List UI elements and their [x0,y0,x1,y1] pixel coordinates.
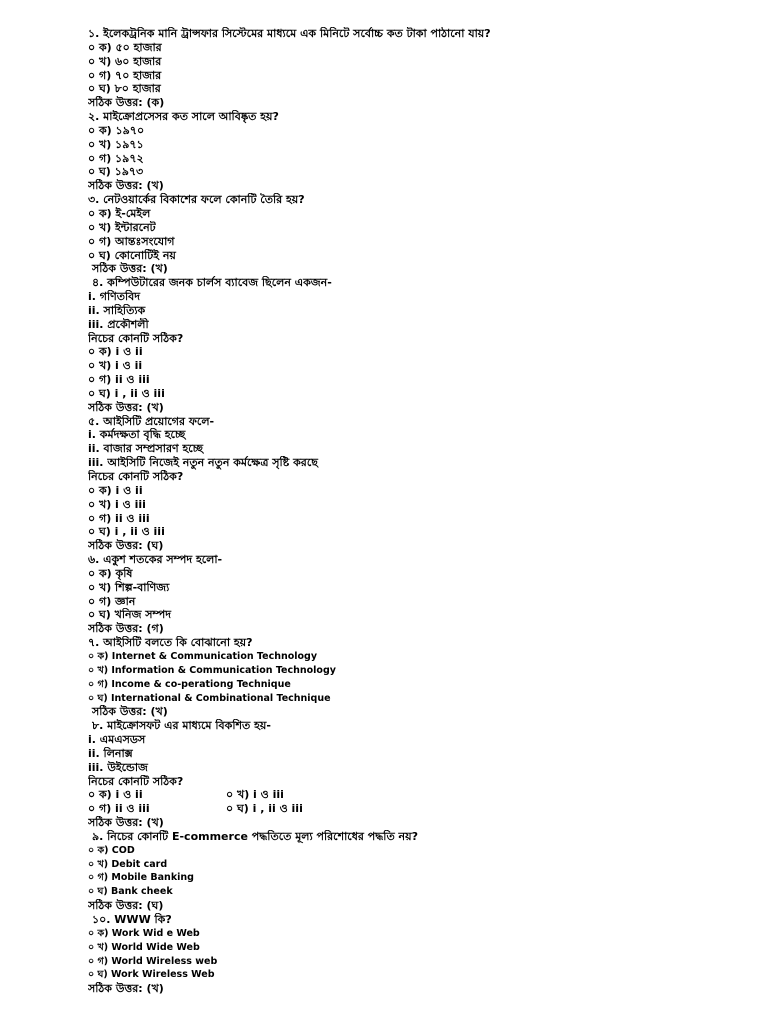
text-line: সঠিক উত্তর: (খ) [92,262,168,276]
text-line: সঠিক উত্তর: (খ) [88,816,164,830]
text-line: সঠিক উত্তর: (ঘ) [88,539,164,553]
text-line: ০ ক) ৫০ হাজার [88,40,162,54]
text-line: ii. সাহিত্যিক [88,303,146,317]
text-line: ০ ঘ) i , ii ও iii [88,386,165,400]
text-line: ০ ঘ) কোনোটিই নয় [88,248,176,262]
text-line: ii. বাজার সম্প্রসারণ হচ্ছে [88,442,204,456]
text-line: ১০. WWW কি? [92,913,172,926]
text-line: ১. ইলেকট্রনিক মানি ট্রান্সফার সিস্টেমের মাধ্যমে এক মিনিটে সর্বোচ্চ কত টাকা পাঠানো যায়? [88,27,491,40]
text-line: i. এমএসডস [88,733,146,747]
text-line: i. কর্মদক্ষতা বৃদ্ধি হচ্ছে [88,428,186,442]
text-line: ০ গ) ১৯৭২ [88,151,144,165]
text-line: ০ খ) Debit card [88,858,168,870]
text-line: ০ ক) ১৯৭০ [88,123,145,137]
text-line: নিচের কোনটি সঠিক? [88,774,184,788]
text-line: ০ ক) কৃষি [88,566,133,580]
text-line: ৬. একুশ শতকের সম্পদ হলো- [88,553,223,567]
text-line: ০ গ) জ্ঞান [88,594,136,608]
text-line: সঠিক উত্তর: (খ) [88,400,164,414]
option-right: ০ খ) i ও iii [226,788,284,802]
text-line: ০ ঘ) Bank cheek [88,886,173,898]
text-line: সঠিক উত্তর: (খ) [88,982,164,996]
text-line: ০ খ) ১৯৭১ [88,137,144,151]
text-line: ০ ঘ) ৮০ হাজার [88,82,161,96]
text-line: সঠিক উত্তর: (খ) [92,705,168,719]
text-line: ৭. আইসিটি বলতে কি বোঝানো হয়? [88,636,253,650]
text-line: ২. মাইক্রোপ্রসেসর কত সালে আবিষ্কৃত হয়? [88,110,279,124]
text-line: ০ গ) আন্তঃসংযোগ [88,234,175,248]
text-line: ০ ঘ) International & Combinational Technique [88,692,331,704]
text-line: iii. প্রকৌশলী [88,317,149,331]
text-line: iii. উইন্ডোজ [88,760,148,774]
text-line: ০ ক) Internet & Communication Technology [88,650,318,662]
option-right: ০ ঘ) i , ii ও iii [226,802,303,816]
text-line: সঠিক উত্তর: (ক) [88,96,165,110]
text-line: ৯. নিচের কোনটি E-commerce পদ্ধতিতে মূল্য পরিশোধের পদ্ধতি নয়? [92,829,418,843]
text-line: ০ ঘ) Work Wireless Web [88,969,215,981]
text-line: ০ গ) ৭০ হাজার [88,68,162,82]
text-line: ০ গ) Mobile Banking [88,872,194,884]
text-line: ০ খ) শিল্প-বাণিজ্য [88,580,170,594]
text-line: ০ ঘ) খনিজ সম্পদ [88,608,172,622]
text-line: ০ গ) ii ও iii [88,373,150,387]
text-line: ০ খ) World Wide Web [88,941,200,953]
option-left: ০ ক) i ও ii [88,788,143,802]
text-line: ৩. নেটওয়ার্কের বিকাশের ফলে কোনটি তৈরি হয়? [88,193,305,207]
text-line: ০ গ) Income & co-perationg Technique [88,678,291,690]
text-line: ০ ঘ) ১৯৭৩ [88,165,144,179]
text-line: ০ খ) ইন্টারনেট [88,220,156,234]
text-line: ০ খ) i ও ii [88,359,143,373]
text-line: ০ ক) Work Wid e Web [88,927,200,939]
option-row [88,788,768,802]
text-line: ৪. কম্পিউটারের জনক চার্লস ব্যাবেজ ছিলেন একজন- [92,276,332,290]
text-line: সঠিক উত্তর: (ঘ) [88,899,164,913]
text-line: ০ ক) COD [88,844,135,856]
text-line: ০ ক) ই-মেইল [88,206,151,220]
text-line: ০ গ) World Wireless web [88,955,218,967]
text-line: সঠিক উত্তর: (খ) [88,179,164,193]
text-line: ০ ঘ) i , ii ও iii [88,525,165,539]
text-line: ০ খ) i ও iii [88,497,146,511]
text-line: i. গণিতবিদ [88,290,141,304]
text-line: নিচের কোনটি সঠিক? [88,470,184,483]
text-line: ০ গ) ii ও iii [88,511,150,525]
option-left: ০ গ) ii ও iii [88,802,150,816]
text-line: ০ ক) i ও ii [88,483,143,497]
text-line: ০ খ) Information & Communication Technology [88,664,336,676]
text-line: ০ খ) ৬০ হাজার [88,54,162,68]
text-line: ii. লিনাক্স [88,746,133,760]
text-line: ০ ক) i ও ii [88,345,143,359]
text-line: নিচের কোনটি সঠিক? [88,331,184,345]
text-line: ৮. মাইক্রোসফট এর মাধ্যমে বিকশিত হয়- [92,719,271,733]
text-line: ৫. আইসিটি প্রয়োগের ফলে- [88,414,215,428]
option-row [88,802,768,816]
text-line: iii. আইসিটি নিজেই নতুন নতুন কর্মক্ষেত্র সৃষ্টি করছে [88,456,318,470]
text-line: সঠিক উত্তর: (গ) [88,622,164,636]
